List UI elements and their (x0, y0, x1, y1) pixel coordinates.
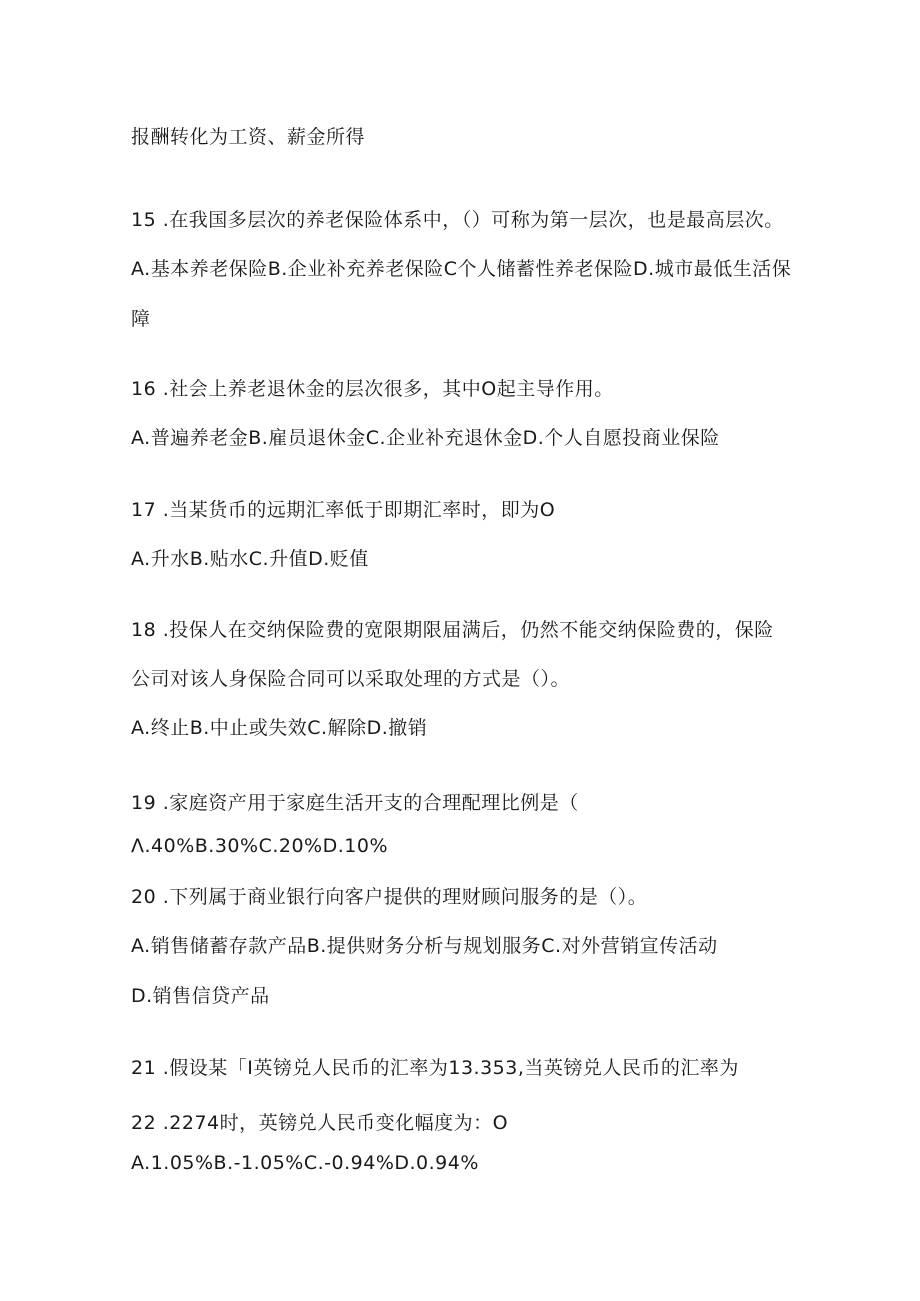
question-number: 22 (131, 1112, 157, 1134)
question-19-options: Λ.40%B.30%C.20%D.10% (131, 835, 389, 857)
question-text: .2274时，英镑兑人民币变化幅度为：O (162, 1112, 509, 1134)
question-text: .家庭资产用于家庭生活开支的合理配理比例是（ (162, 792, 579, 814)
question-20-stem (131, 884, 647, 910)
question-16-options: A.普遍养老金B.雇员退休金C.企业补充退休金D.个人自愿投商业保险 (131, 427, 720, 449)
question-15-stem (131, 207, 784, 233)
question-number: 21 (131, 1057, 157, 1079)
question-text: .社会上养老退休金的层次很多，其中O起主导作用。 (162, 378, 614, 400)
question-text: .投保人在交纳保险费的宽限期限届满后，仍然不能交纳保险费的，保险 (162, 619, 774, 641)
question-number: 20 (131, 886, 157, 908)
question-15-options: A.基本养老保险B.企业补充养老保险C个人储蓄性养老保险D.城市最低生活保 (131, 258, 792, 280)
question-text: .假设某「I英镑兑人民币的汇率为13.353,当英镑兑人民币的汇率为 (162, 1057, 739, 1079)
question-22-options: A.1.05%B.-1.05%C.-0.94%D.0.94% (131, 1152, 479, 1174)
question-15-options-cont: 障 (131, 308, 151, 330)
question-17-options: A.升水B.贴水C.升值D.贬值 (131, 548, 369, 570)
question-text: .在我国多层次的养老保险体系中，（）可称为第一层次，也是最高层次。 (162, 209, 784, 231)
question-19-stem (131, 790, 579, 816)
question-16-stem (131, 376, 614, 402)
question-number: 16 (131, 378, 157, 400)
question-text: .当某货币的远期汇率低于即期汇率时，即为O (162, 499, 556, 521)
question-22-stem (131, 1110, 508, 1136)
question-21-stem (131, 1055, 739, 1081)
question-18-stem (131, 617, 774, 643)
continuation-text: 报酬转化为工资、薪金所得 (131, 126, 366, 148)
question-20-options: A.销售储蓄存款产品B.提供财务分析与规划服务C.对外营销宣传活动 (131, 935, 718, 957)
question-17-stem (131, 497, 555, 523)
question-number: 19 (131, 792, 157, 814)
question-text: .下列属于商业银行向客户提供的理财顾问服务的是（）。 (162, 886, 648, 908)
question-18-options: A.终止B.中止或失效C.解除D.撤销 (131, 717, 428, 739)
question-18-stem-cont: 公司对该人身保险合同可以采取处理的方式是（）。 (131, 668, 571, 690)
question-number: 17 (131, 499, 157, 521)
question-20-options-cont: D.销售信贷产品 (131, 985, 270, 1007)
question-number: 15 (131, 209, 157, 231)
question-number: 18 (131, 619, 157, 641)
